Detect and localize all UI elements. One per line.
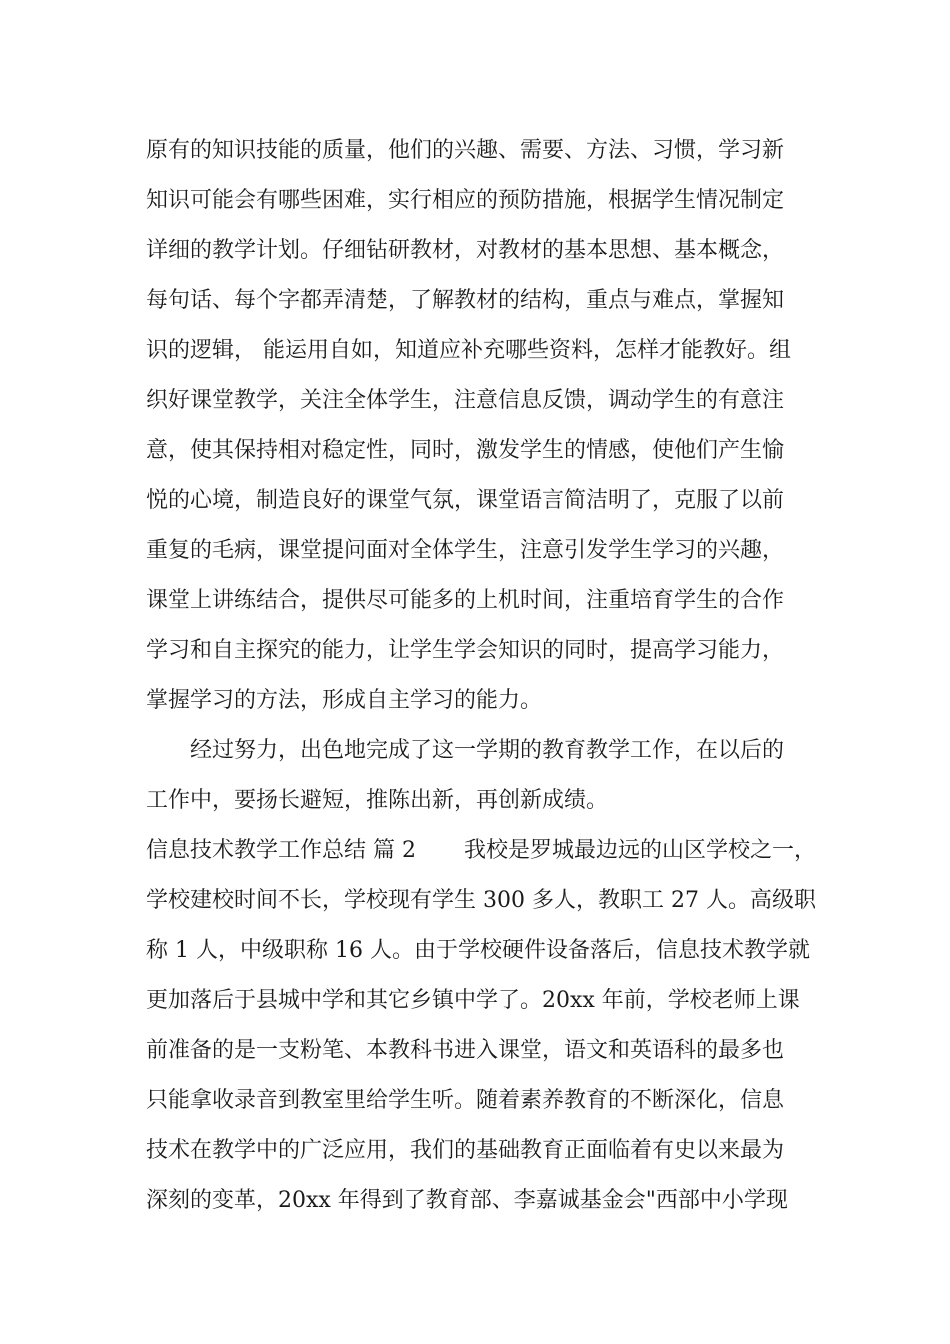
paragraph1-line: 意，使其保持相对稳定性，同时，激发学生的情感，使他们产生愉 (146, 438, 785, 463)
paragraph1-line: 重复的毛病，课堂提问面对全体学生，注意引发学生学习的兴趣， (146, 538, 785, 563)
section2-line: 只能拿收录音到教室里给学生听。随着素养教育的不断深化，信息 (146, 1088, 785, 1113)
paragraph1-line: 课堂上讲练结合，提供尽可能多的上机时间，注重培育学生的合作 (146, 588, 785, 613)
paragraph2-line: 工作中，要扬长避短，推陈出新，再创新成绩。 (146, 788, 609, 813)
section2-heading-row (146, 836, 836, 866)
section2-line: 学校建校时间不长，学校现有学生 300 多人，教职工 27 人。高级职 (146, 888, 816, 913)
paragraph1-line: 每句话、每个字都弄清楚，了解教材的结构，重点与难点，掌握知 (146, 288, 785, 313)
paragraph1-line: 详细的教学计划。仔细钻研教材，对教材的基本思想、基本概念， (146, 238, 785, 263)
section2-first-line: 我校是罗城最边远的山区学校之一， (463, 838, 816, 863)
paragraph1-line: 掌握学习的方法，形成自主学习的能力。 (146, 688, 543, 713)
section2-line: 深刻的变革，20xx 年得到了教育部、李嘉诚基金会"西部中小学现 (146, 1188, 788, 1213)
paragraph1-line: 原有的知识技能的质量，他们的兴趣、需要、方法、习惯，学习新 (146, 138, 785, 163)
section2-title: 信息技术教学工作总结 篇 2 (146, 838, 416, 863)
paragraph1-line: 悦的心境，制造良好的课堂气氛，课堂语言简洁明了，克服了以前 (146, 488, 785, 513)
section2-line: 技术在教学中的广泛应用，我们的基础教育正面临着有史以来最为 (146, 1138, 785, 1163)
section2-line: 更加落后于县城中学和其它乡镇中学了。20xx 年前，学校老师上课 (146, 988, 800, 1013)
section2-line: 称 1 人，中级职称 16 人。由于学校硬件设备落后，信息技术教学就 (146, 938, 810, 963)
paragraph1-line: 学习和自主探究的能力，让学生学会知识的同时，提高学习能力， (146, 638, 785, 663)
paragraph1-line: 织好课堂教学，关注全体学生，注意信息反馈，调动学生的有意注 (146, 388, 785, 413)
paragraph2-line: 经过努力，出色地完成了这一学期的教育教学工作，在以后的 (190, 738, 785, 763)
paragraph1-line: 识的逻辑， 能运用自如，知道应补充哪些资料，怎样才能教好。组 (146, 338, 791, 363)
section2-line: 前准备的是一支粉笔、本教科书进入课堂，语文和英语科的最多也 (146, 1038, 785, 1063)
paragraph1-line: 知识可能会有哪些困难，实行相应的预防措施，根据学生情况制定 (146, 188, 785, 213)
